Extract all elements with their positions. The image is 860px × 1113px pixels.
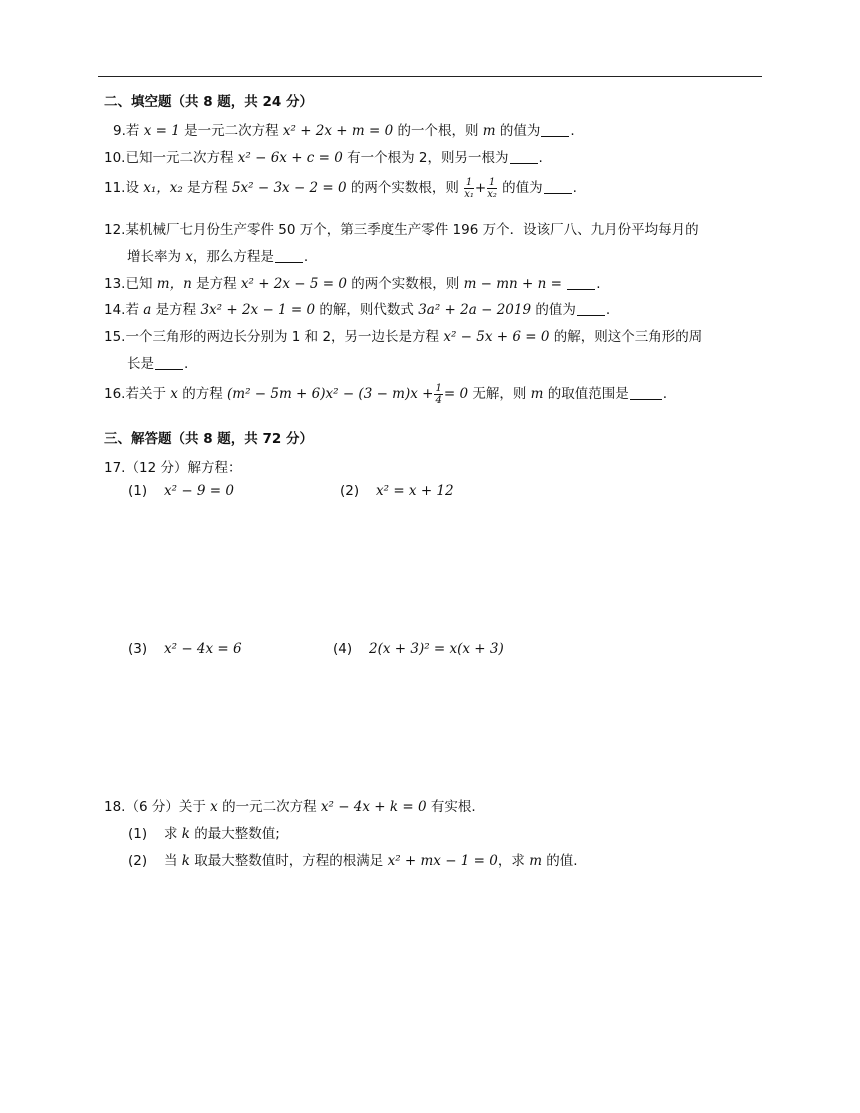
math: 2(x + 3)² = x(x + 3) [369,641,504,657]
text: 的方程 [177,386,227,402]
math: k [181,853,190,869]
item-label: (1) [128,483,148,499]
text: （12 分）解方程： [125,460,242,476]
item-label: (4) [333,641,353,657]
text: . [662,386,668,402]
question-15-line2 [127,352,188,372]
question-12-line2 [127,245,308,265]
question-17-head [104,456,241,476]
text: 的值为 [531,302,576,318]
question-11: 11.设 x₁，x₂ 是方程 5x² − 3x − 2 = 0 的两个实数根，则 $\frac{1}{\text{x₁}}$ + $\frac{1}{\text{x₂}}$ 的值为 . [104,176,577,200]
fraction-numerator: 1 [465,176,473,188]
math: k [181,826,190,842]
q17-item-3 [128,641,242,657]
answer-blank[interactable] [541,124,569,137]
text: 是一元二次方程 [179,123,283,139]
text: . [605,302,611,318]
text: 的取值范围是 [543,386,629,402]
question-number: 13. [104,276,126,292]
section-title-fill-in: 二、填空题（共 8 题，共 24 分） [104,94,313,110]
math: m，n [156,276,192,292]
math: 3x² + 2x − 1 = 0 [200,302,316,318]
math: m − mn + n = [463,276,562,292]
math: x² + 2x − 5 = 0 [240,276,347,292]
text: . [303,249,309,265]
q18-item-2 [128,849,578,869]
item-label: (2) [340,483,360,499]
text: 的解，则代数式 [315,302,419,318]
text: 一个三角形的两边长分别为 1 和 2，另一边长是方程 [125,329,444,345]
text: 若关于 [125,386,171,402]
math: (m² − 5m + 6)x² − (3 − m)x + [227,386,434,402]
question-16 [104,382,667,406]
item-label: (3) [128,641,148,657]
text: 是方程 [191,276,241,292]
math: x² − 4x + k = 0 [320,799,427,815]
text: 的两个实数根，则 [346,180,464,196]
fraction-denominator: x₁ [464,188,474,200]
math: x² + 2x + m = 0 [282,123,394,139]
math: a [143,302,152,318]
math: x² − 6x + c = 0 [237,150,343,166]
text: . [570,123,575,139]
math: m [530,386,544,402]
q17-item-1 [128,483,234,499]
question-12-line1 [104,218,699,238]
text: 某机械厂七月份生产零件 50 万个，第三季度生产零件 196 万个．设该厂八、九月份平均每月的 [125,222,699,238]
text: 已知 [125,276,157,292]
text: 的值. [542,853,578,869]
q18-item-1 [128,822,280,842]
text: 的最大整数值; [189,826,280,842]
item-label: (2) [128,853,148,869]
fraction-numerator: 1 [435,382,442,394]
question-number: 17. [104,460,126,476]
math: x² − 5x + 6 = 0 [443,329,550,345]
fraction [487,177,497,200]
text: ，那么方程是 [192,249,274,265]
q17-item-2 [340,483,454,499]
question-number: 15. [104,329,126,345]
text: 的值为 [497,180,543,196]
math: x² + mx − 1 = 0 [387,853,498,869]
answer-blank[interactable] [577,303,605,316]
math: 3a² + 2a − 2019 [418,302,532,318]
text: （6 分）关于 [125,799,211,815]
q17-item-4 [333,641,504,657]
text: 有实根. [426,799,476,815]
text: 求 [164,826,182,842]
question-number: 16. [104,386,126,402]
math: m [482,123,496,139]
math: x [210,799,218,815]
text: 当 [164,853,182,869]
answer-blank[interactable] [155,357,183,370]
question-number: 12. [104,222,126,238]
text: 是方程 [182,180,232,196]
text: 增长率为 [127,249,186,265]
text: 的解，则这个三角形的周 [549,329,703,345]
fraction [464,177,474,200]
text: . [184,356,189,372]
answer-blank[interactable] [544,181,572,194]
text: 长是 [127,356,154,372]
text: 的值为 [495,123,541,139]
text: 的两个实数根，则 [346,276,464,292]
math: x² − 4x = 6 [164,641,242,657]
math: x [170,386,178,402]
text: 取最大整数值时，方程的根满足 [189,853,388,869]
text: 已知一元二次方程 [125,150,238,166]
text: 若 [125,302,144,318]
text: 无解，则 [468,386,531,402]
text: 的一个根，则 [393,123,483,139]
math: x² = x + 12 [376,483,454,499]
math: x [185,249,193,265]
math: = 0 [443,386,469,402]
question-number: 14. [104,302,126,318]
text: . [596,276,601,292]
answer-blank[interactable] [567,277,595,290]
math: x = 1 [143,123,180,139]
text: 的一元二次方程 [217,799,321,815]
math: x₁，x₂ [143,180,183,196]
text: 是方程 [151,302,201,318]
fraction-numerator: 1 [488,176,496,188]
answer-blank[interactable] [510,151,538,164]
question-14 [104,298,610,318]
math: 5x² − 3x − 2 = 0 [231,180,347,196]
fraction [434,383,442,406]
answer-blank[interactable] [275,250,303,263]
top-rule [98,76,762,77]
text: . [538,150,543,166]
question-18-head [104,795,476,815]
question-number: 9. [113,123,126,139]
math: x² − 9 = 0 [164,483,234,499]
text: . [572,180,577,196]
question-number: 11. [104,180,126,196]
text: 有一个根为 2，则另一根为 [342,150,509,166]
text: ，求 [497,853,530,869]
question-15-line1 [104,325,702,345]
question-10 [104,146,543,166]
text: 设 [125,180,144,196]
fraction-denominator: 4 [435,394,442,406]
question-9 [113,119,575,139]
question-number: 10. [104,150,126,166]
math: m [529,853,542,869]
answer-blank[interactable] [630,387,662,400]
fraction-denominator: x₂ [487,188,497,200]
question-13 [104,272,601,292]
text: 若 [125,123,144,139]
item-label: (1) [128,826,148,842]
section-title-answer: 三、解答题（共 8 题，共 72 分） [104,431,313,447]
question-number: 18. [104,799,126,815]
